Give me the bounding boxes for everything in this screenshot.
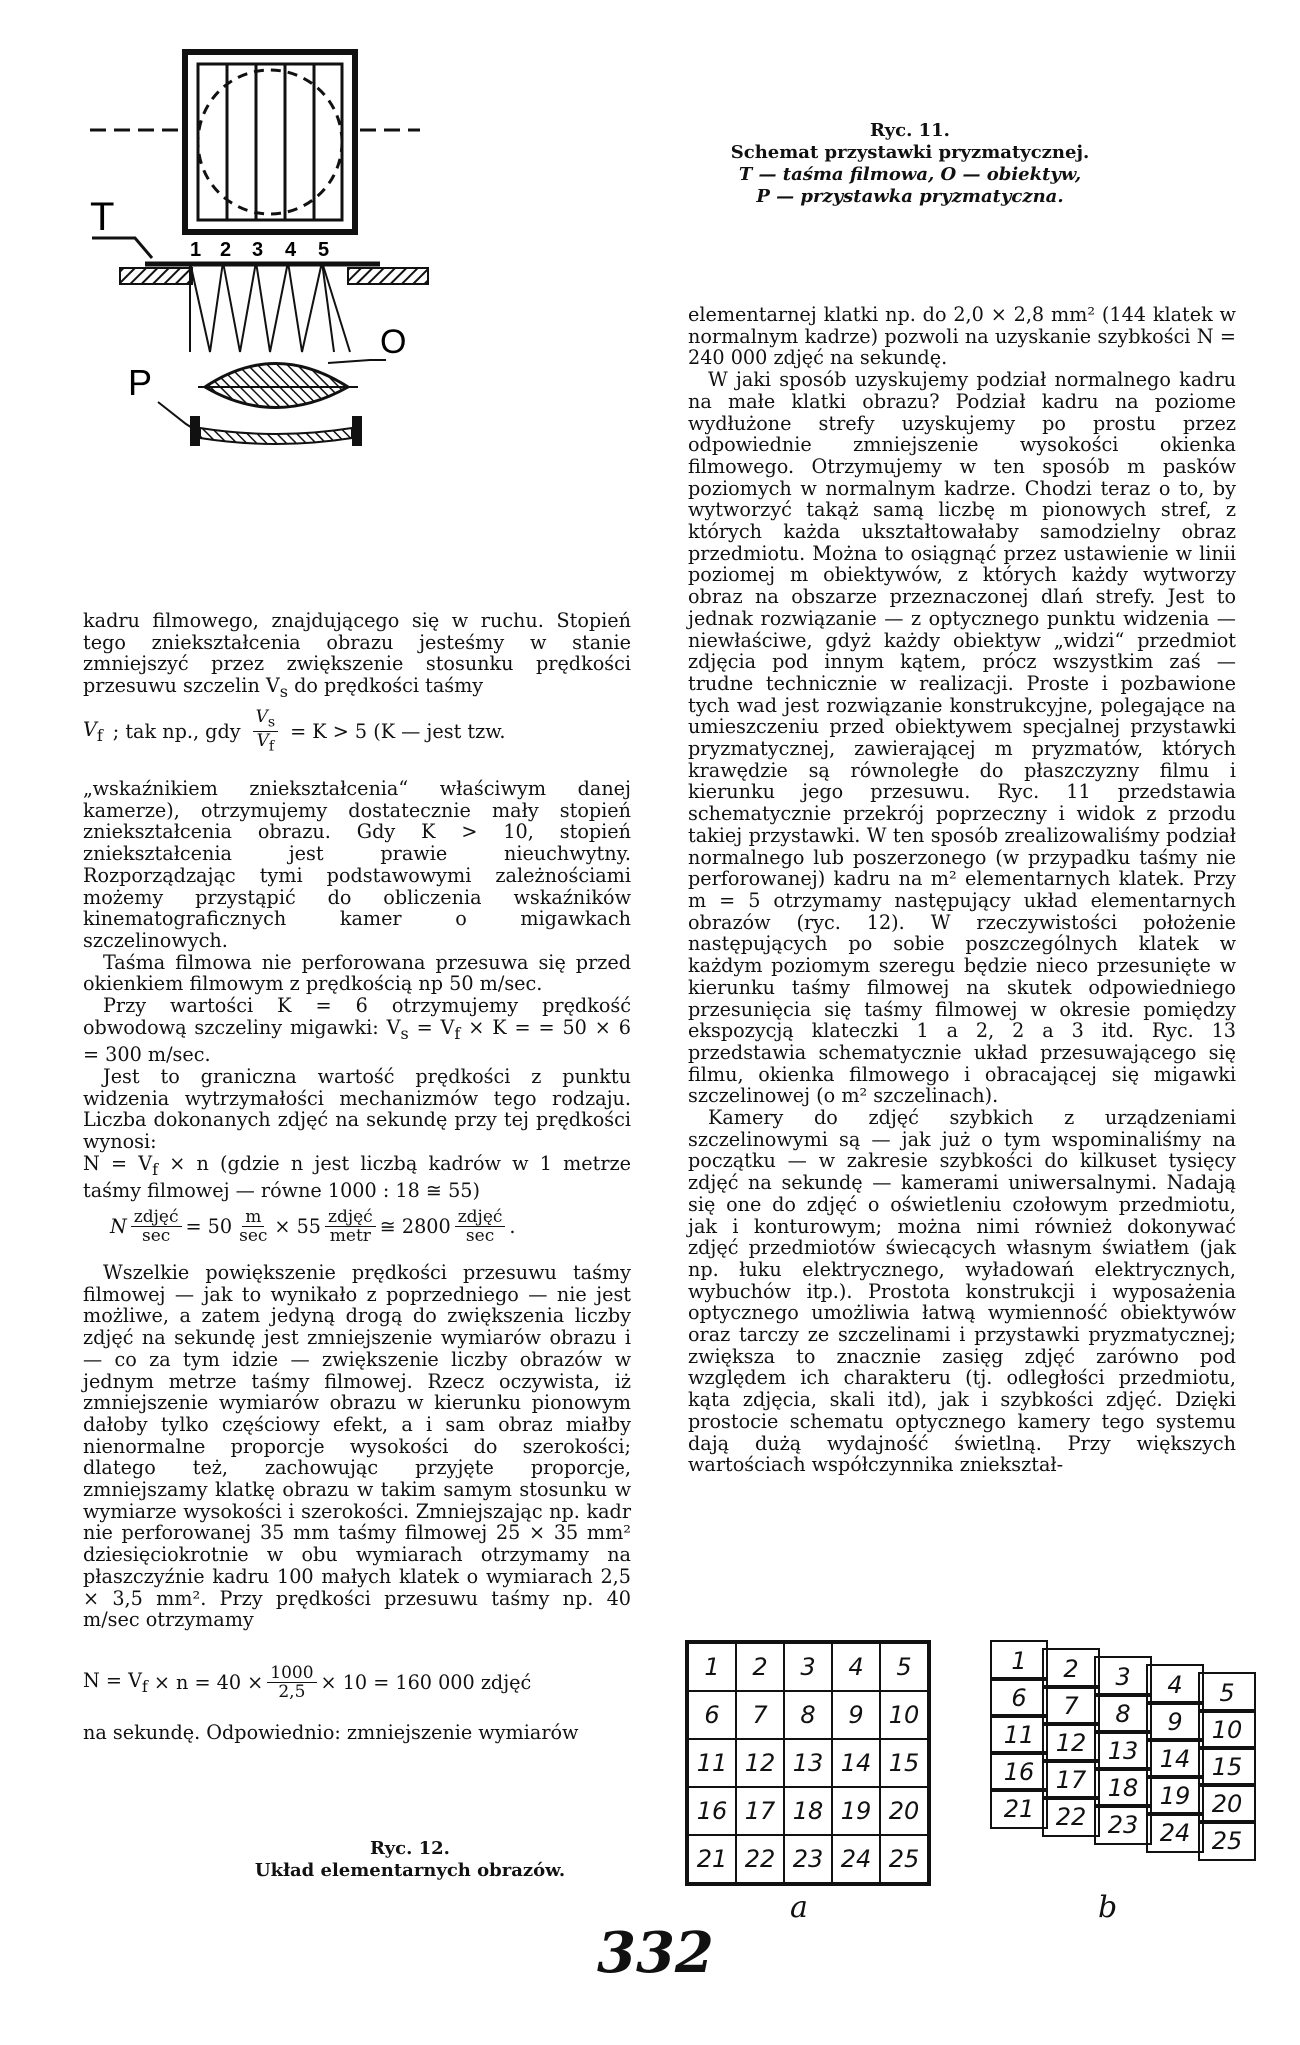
grid-a-cell-25: 25 xyxy=(880,1835,928,1883)
grid-b-cell-18: 18 xyxy=(1094,1767,1152,1808)
grid-a-cell-24: 24 xyxy=(832,1835,880,1883)
eq2-f1-den: sec xyxy=(141,1226,171,1246)
prism-attachment-p xyxy=(190,416,362,446)
figure-11-diagram xyxy=(90,40,530,470)
left-p5: Jest to graniczna wartość prędkości z punktu widzenia wytrzymałości mechanizmów tego rodzaju. Liczba dokonanych zdjęć na sekundę przy tej prędkości wynosi: xyxy=(83,1064,631,1154)
eq1-v: V xyxy=(83,718,97,742)
left-p4-sub2: f xyxy=(454,1023,461,1043)
grid-b-cell-24: 24 xyxy=(1146,1812,1204,1853)
eq2-f4-den: sec xyxy=(465,1226,495,1246)
grid-b-cell-20: 20 xyxy=(1198,1783,1256,1824)
label-p: P xyxy=(128,362,153,403)
grid-b-cell-6: 6 xyxy=(990,1677,1048,1718)
fig12-caption-title: Ryc. 12. xyxy=(370,1838,450,1859)
grid-b-cell-23: 23 xyxy=(1094,1804,1152,1845)
left-column-top xyxy=(83,610,631,703)
grid-a-cell-4: 4 xyxy=(832,1643,880,1691)
right-p1: elementarnej klatki np. do 2,0 × 2,8 mm² (144 klatek w normalnym kadrze) pozwoli na uzyskanie szybkości N = 240 000 zdjęć na sekundę. xyxy=(688,303,1236,370)
left-p1-sub: s xyxy=(279,681,288,701)
eq3-num: 1000 xyxy=(267,1664,316,1683)
grid-a-cell-7: 7 xyxy=(736,1691,784,1739)
left-column-mid xyxy=(83,778,631,1202)
eq1-v-sub: f xyxy=(96,726,103,746)
grid-a-cell-1: 1 xyxy=(688,1643,736,1691)
left-p7: Wszelkie powiększenie prędkości przesuwu taśmy filmowej — jak to wynikało z poprzedniego — nie jest możliwe, a zatem jedyną drogą do zwiększenia liczby zdjęć na sekundę jest zmniejszenie wymiarów obrazu i — co za tym idzie — zwiększenie liczby obrazów w jednym metrze taśmy filmowej. Rzecz oczywista, iż zmniejszenie wymiarów obrazu w kierunku pionowym dałoby tylko częściowy efekt, a i sam obraz miałby nienormalne proporcje wysokości do szerokości; dlatego też, zachowując przyjęte proporcje, zmniejszamy klatkę obrazu w takim samym stosunku w wymiarze wysokości i szerokości. Zmniejszając np. kadr nie perforowanej 35 mm taśmy filmowej 25 × 35 mm² dziesięciokrotnie w obu wymiarach otrzymamy na płaszczyźnie kadru 100 małych klatek o wymiarach 2,5 × 3,5 mm². Przy prędkości przesuwu taśmy np. 40 m/sec otrzymamy xyxy=(83,1261,631,1632)
eq3-b: × n = 40 × xyxy=(153,1671,264,1694)
lens-o xyxy=(205,364,348,408)
eq3-a-sub: f xyxy=(141,1676,148,1696)
eq2-n: N xyxy=(110,1215,127,1238)
grid-b-cell-10: 10 xyxy=(1198,1709,1256,1750)
page-number: 332 xyxy=(597,1920,714,1986)
grid-b-cell-13: 13 xyxy=(1094,1730,1152,1771)
eq1-den: V xyxy=(256,731,269,752)
grid-b-cell-22: 22 xyxy=(1042,1796,1100,1837)
grid-a-cell-18: 18 xyxy=(784,1787,832,1835)
fig11-num-4: 4 xyxy=(285,239,297,261)
grid-b-cell-16: 16 xyxy=(990,1751,1048,1792)
eq2-frac2 xyxy=(236,1208,270,1245)
eq2-f3-den: metr xyxy=(329,1226,371,1246)
grid-b-cell-9: 9 xyxy=(1146,1701,1204,1742)
fig11-caption-line2: T — taśma filmowa, O — obiektyw, xyxy=(738,164,1082,185)
left-p3: Taśma filmowa nie perforowana przesuwa się przed okienkiem filmowym z prędkością np 50 m/sec. xyxy=(83,950,631,996)
grid-a-cell-20: 20 xyxy=(880,1787,928,1835)
fig11-caption-line1: Schemat przystawki pryzmatycznej. xyxy=(730,142,1090,163)
equation-frames-per-second xyxy=(110,1208,516,1245)
fig11-num-2: 2 xyxy=(220,239,232,261)
grid-a-cell-2: 2 xyxy=(736,1643,784,1691)
eq1-num: V xyxy=(255,707,268,727)
grid-b-cell-12: 12 xyxy=(1042,1722,1100,1763)
prism-front-view xyxy=(90,52,420,232)
fig11-num-5: 5 xyxy=(318,239,330,261)
grid-a-cell-19: 19 xyxy=(832,1787,880,1835)
eq1-den-sub: f xyxy=(268,738,275,755)
left-p4-text: Przy wartości K = 6 otrzymujemy prędkość obwodową szczeliny migawki: V xyxy=(83,994,631,1039)
grid-a-cell-3: 3 xyxy=(784,1643,832,1691)
eq2-mid3: ≅ 2800 xyxy=(379,1215,451,1238)
grid-a-cell-14: 14 xyxy=(832,1739,880,1787)
eq1-fraction xyxy=(253,708,279,756)
grid-a-cell-17: 17 xyxy=(736,1787,784,1835)
fig11-caption-line3: P — przystawka pryzmatyczna. xyxy=(756,186,1064,207)
grid-a-cell-16: 16 xyxy=(688,1787,736,1835)
left-column-end xyxy=(83,1722,631,1744)
grid-a-cell-12: 12 xyxy=(736,1739,784,1787)
fig11-num-3: 3 xyxy=(252,239,264,261)
grid-b-cell-3: 3 xyxy=(1094,1656,1152,1697)
left-p6 xyxy=(83,1153,631,1202)
eq2-f3-num: zdjęć xyxy=(325,1208,376,1227)
grid-b-cell-15: 15 xyxy=(1198,1746,1256,1787)
equation-ratio xyxy=(83,708,631,756)
eq3-frac xyxy=(267,1664,316,1701)
left-p2: „wskaźnikiem zniekształcenia“ właściwym danej kamerze), otrzymujemy dostatecznie mały stopień zniekształcenia obrazu. Gdy K > 10, stopień zniekształcenia jest prawie nieuchwytny. Rozporządzając tymi podstawowymi zależnościami możemy przystąpić do obliczenia wskaźników kinematograficznych kamer o migawkach szczelinowych. xyxy=(83,777,631,952)
grid-a-cell-13: 13 xyxy=(784,1739,832,1787)
left-p6-tail: × n (gdzie n jest liczbą kadrów w 1 metrze taśmy filmowej — równe 1000 : 18 ≅ 55) xyxy=(83,1151,632,1203)
grid-b-cell-25: 25 xyxy=(1198,1820,1256,1861)
eq3-a: N = V xyxy=(83,1669,142,1693)
left-p1-text: kadru filmowego, znajdującego się w ruchu. Stopień tego zniekształcenia obrazu jesteśmy w stanie zmniejszyć przez zwiększenie stosunku prędkości przesuwu szczelin V xyxy=(83,609,631,698)
left-p4-mid: = V xyxy=(408,1015,455,1039)
grid-b-cell-4: 4 xyxy=(1146,1664,1204,1705)
eq2-f2-num: m xyxy=(242,1208,264,1227)
grid-b-cell-7: 7 xyxy=(1042,1685,1100,1726)
figure-12-caption xyxy=(220,1838,600,1882)
grid-a-cell-5: 5 xyxy=(880,1643,928,1691)
left-p1-tail: do prędkości taśmy xyxy=(287,674,484,698)
figure-12-label-b: b xyxy=(1098,1890,1118,1925)
grid-a-cell-15: 15 xyxy=(880,1739,928,1787)
eq2-mid1: = 50 xyxy=(185,1215,233,1238)
eq2-frac4 xyxy=(455,1208,506,1245)
left-p4 xyxy=(83,995,631,1066)
eq1-num-sub: s xyxy=(267,714,276,731)
label-t: T xyxy=(90,195,115,239)
figure-12-label-a: a xyxy=(790,1890,808,1925)
eq1-vf xyxy=(83,718,103,745)
grid-b-cell-8: 8 xyxy=(1094,1693,1152,1734)
left-p6-text: N = V xyxy=(83,1151,153,1175)
eq1-text: ; tak np., gdy xyxy=(112,720,241,744)
grid-a-cell-23: 23 xyxy=(784,1835,832,1883)
grid-a-cell-11: 11 xyxy=(688,1739,736,1787)
grid-b-cell-5: 5 xyxy=(1198,1672,1256,1713)
eq1-tail: = K > 5 (K — jest tzw. xyxy=(290,720,506,744)
eq3-start xyxy=(83,1669,148,1696)
fig11-caption-title: Ryc. 11. xyxy=(870,120,950,141)
grid-b-cell-17: 17 xyxy=(1042,1759,1100,1800)
right-column xyxy=(688,304,1236,1476)
eq2-f2-den: sec xyxy=(239,1226,268,1246)
grid-b-cell-14: 14 xyxy=(1146,1738,1204,1779)
eq3-den: 2,5 xyxy=(278,1682,306,1702)
grid-b-cell-21: 21 xyxy=(990,1788,1048,1829)
eq2-f1-num: zdjęć xyxy=(131,1208,182,1227)
grid-b-cell-2: 2 xyxy=(1042,1648,1100,1689)
grid-b-cell-1: 1 xyxy=(990,1640,1048,1681)
label-o: O xyxy=(380,323,407,361)
grid-a-cell-6: 6 xyxy=(688,1691,736,1739)
equation-160000 xyxy=(83,1664,531,1701)
fig12-caption-text: Układ elementarnych obrazów. xyxy=(254,1860,566,1881)
figure-12-grid-b xyxy=(990,1640,1290,1940)
left-p1 xyxy=(83,610,631,703)
grid-a-cell-8: 8 xyxy=(784,1691,832,1739)
grid-a-cell-10: 10 xyxy=(880,1691,928,1739)
grid-a-cell-22: 22 xyxy=(736,1835,784,1883)
eq2-frac3 xyxy=(325,1208,376,1245)
left-p4-sub1: s xyxy=(400,1023,409,1043)
eq3-c: × 10 = 160 000 zdjęć xyxy=(320,1671,532,1694)
left-p4-tail: × K = = 50 × 6 = 300 m/sec. xyxy=(83,1015,631,1067)
grid-a-cell-21: 21 xyxy=(688,1835,736,1883)
figure-11-caption xyxy=(660,120,1160,208)
eq2-frac1 xyxy=(131,1208,182,1245)
left-p8: na sekundę. Odpowiednio: zmniejszenie wymiarów xyxy=(83,1721,579,1744)
fig11-num-1: 1 xyxy=(190,239,202,261)
eq2-mid2: × 55 xyxy=(274,1215,321,1238)
eq2-f4-num: zdjęć xyxy=(455,1208,506,1227)
grid-a-cell-9: 9 xyxy=(832,1691,880,1739)
right-p2: W jaki sposób uzyskujemy podział normalnego kadru na małe klatki obrazu? Podział kadru na poziome wydłużone strefy uzyskujemy po prostu przez odpowiednie zmniejszenie wysokości okienka filmowego. Otrzymujemy w ten sposób m pasków poziomych w normalnym kadrze. Chodzi teraz o to, by wytworzyć takąż samą liczbę m pionowych stref, z których każda ukształtowałaby samodzielny obraz przedmiotu. Można to osiągnąć przez ustawienie w linii poziomej m obiektywów, z których każdy wytworzy obraz na obszarze przeznaczonej dlań strefy. Jest to jednak rozwiązanie — z optycznego punktu widzenia — niewłaściwe, gdyż każdy obiektyw „widzi“ przedmiot zdjęcia pod innym kątem, prócz wszystkim zaś — trudne technicznie w realizacji. Proste i pozbawione tych wad jest rozwiązanie konstrukcyjne, polegające na umieszczeniu przed obiektywem specjalnej przystawki pryzmatycznej, zawierającej m pryzmatów, których krawędzie są równoległe do płaszczyzny filmu i kierunku jego przesuwu. Ryc. 11 przedstawia schematycznie przekrój poprzeczny i widok z przodu takiej przystawki. W ten sposób zrealizowaliśmy podział normalnego lub poszerzonego (w przypadku taśmy nie perforowanej) kadru na m² elementarnych klatek. Przy m = 5 otrzymamy następujący układ elementarnych obrazów (ryc. 12). W rzeczywistości położenie następujących po sobie poszczególnych klatek w każdym poziomym szeregu będzie nieco przesunięte w kierunku taśmy filmowej na skutek odpowiedniego przesunięcia się taśmy filmowej w okresie pomiędzy ekspozycją klateczki 1 a 2, 2 a 3 itd. Ryc. 13 przedstawia schematycznie układ przesuwającego się filmu, okienka filmowego i obracającej się migawki szczelinowej (o m² szczelinach). xyxy=(688,368,1236,1108)
left-column-lower xyxy=(83,1262,631,1631)
right-p3: Kamery do zdjęć szybkich z urządzeniami szczelinowymi są — jak już o tym wspominaliśmy na początku — w zakresie szybkości do kilkuset tysięcy zdjęć na sekundę — kamerami uniwersalnymi. Nadają się one do zdjęć o oświetleniu czołowym przedmiotu, jak i konturowym; można nimi również dokonywać zdjęć przedmiotów świecących własnym światłem (jak np. łuku elektrycznego, wyładowań elektrycznych, wybuchów itp.). Prostota konstrukcji i wyposażenia optycznego umożliwia łatwą wymienność obiektywów oraz tarczy ze szczelinami i przystawki pryzmatycznej; zwiększa to znacznie zasięg zdjęć zarówno pod względem ich charakteru (tj. odległości przedmiotu, kąta zdjęcia, skali itd), jak i szybkości zdjęć. Dzięki prostocie schematu optycznego kamery tego systemu dają dużą wydajność świetlną. Przy większych wartościach współczynnika zniekształ- xyxy=(688,1106,1236,1477)
grid-b-cell-11: 11 xyxy=(990,1714,1048,1755)
grid-b-cell-19: 19 xyxy=(1146,1775,1204,1816)
figure-12-grid-a xyxy=(685,1640,931,1886)
eq2-end: . xyxy=(509,1215,516,1238)
left-p6-sub: f xyxy=(152,1159,159,1179)
